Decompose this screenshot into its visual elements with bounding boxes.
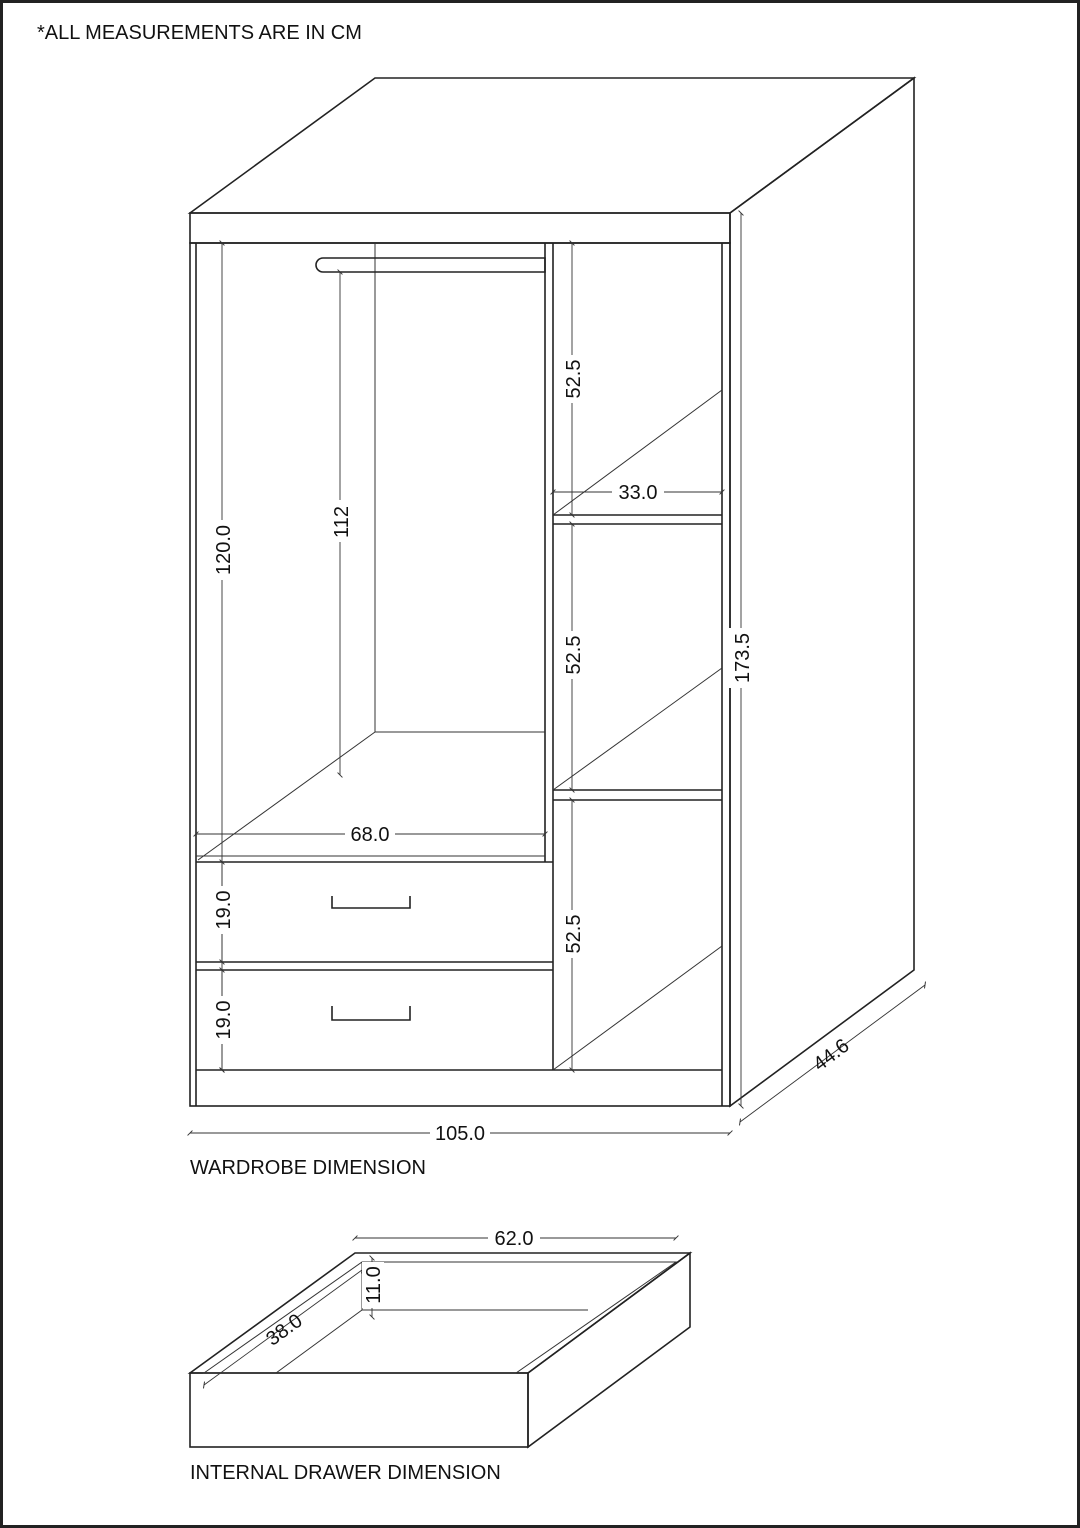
wardrobe-caption: WARDROBE DIMENSION <box>190 1157 426 1179</box>
label-drawer-height: 11.0 <box>363 1266 385 1304</box>
label-drawer-depth: 38.0 <box>262 1309 307 1351</box>
wardrobe-front <box>190 243 730 1106</box>
hanging-rail <box>316 258 545 272</box>
wardrobe-dimension-lines <box>190 213 925 1133</box>
label-shelf-width: 33.0 <box>618 482 658 504</box>
wardrobe-top-face <box>190 78 914 213</box>
label-shelf-top: 52.5 <box>563 359 585 399</box>
label-hanging-width: 68.0 <box>350 824 390 846</box>
label-shelf-middle: 52.5 <box>563 635 585 675</box>
label-rail-drop: 112 <box>331 506 353 538</box>
drawer-handle-bottom <box>332 1006 410 1020</box>
wardrobe-top-slab <box>190 213 730 243</box>
wardrobe-side-face <box>730 78 914 1106</box>
label-shelf-bottom: 52.5 <box>563 914 585 954</box>
label-total-width: 105.0 <box>434 1123 486 1145</box>
label-drawer-width: 62.0 <box>494 1228 534 1250</box>
label-drawer-top-height: 19.0 <box>213 890 235 930</box>
wardrobe-outline <box>190 78 914 1106</box>
drawer-outline <box>190 1253 690 1447</box>
drawer-handle-top <box>332 896 410 908</box>
drawer-caption: INTERNAL DRAWER DIMENSION <box>190 1462 501 1484</box>
label-drawer-bottom-height: 19.0 <box>213 1000 235 1040</box>
label-depth: 44.6 <box>809 1034 854 1076</box>
label-total-height: 173.5 <box>732 632 754 684</box>
label-hanging-height: 120.0 <box>213 524 235 576</box>
measurement-note: *ALL MEASUREMENTS ARE IN CM <box>37 22 362 44</box>
